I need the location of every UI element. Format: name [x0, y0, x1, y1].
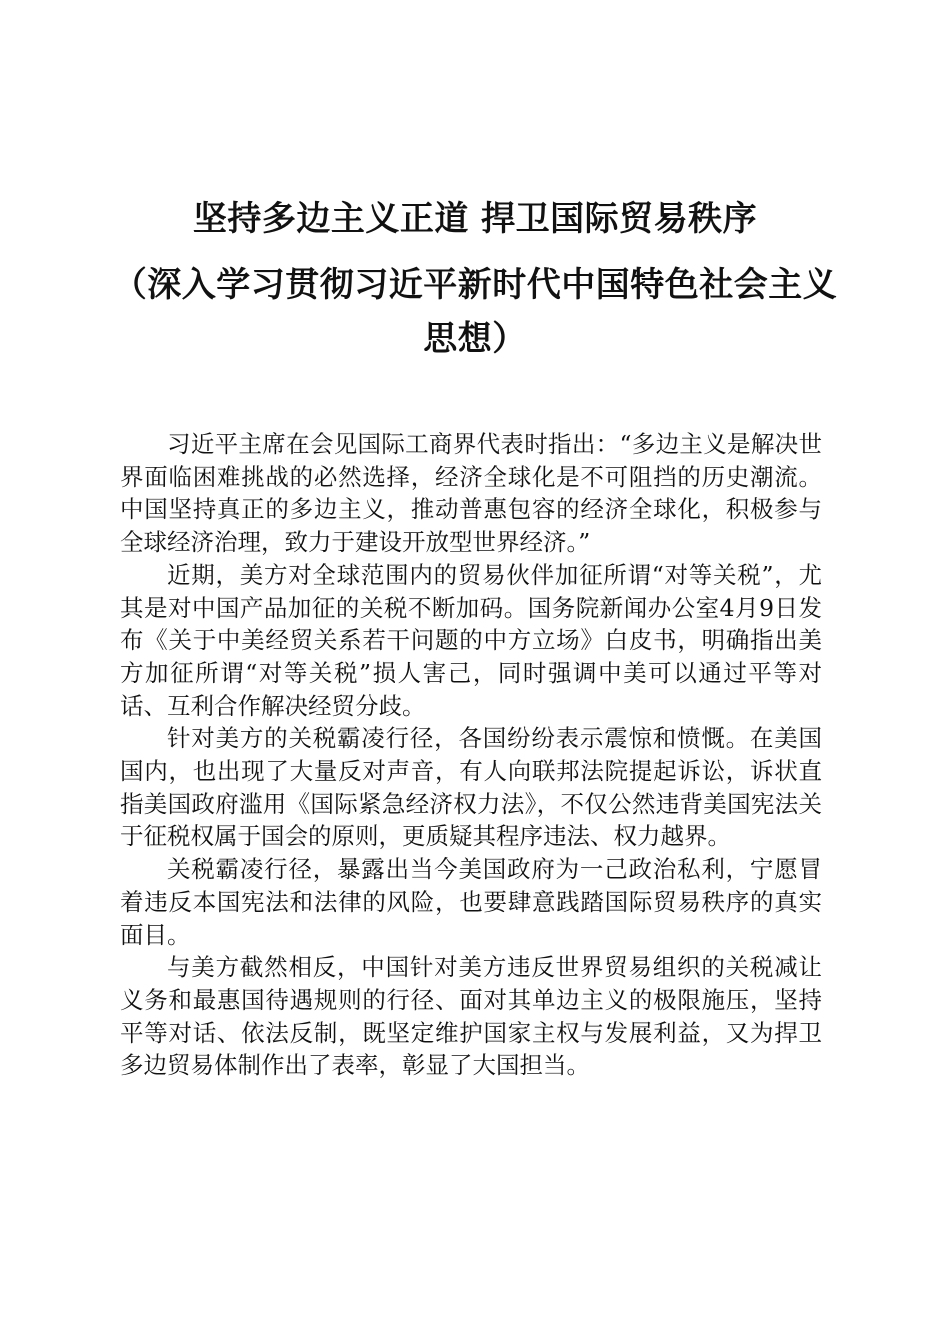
title-line-main: 坚持多边主义正道 捍卫国际贸易秩序 — [192, 199, 758, 239]
paragraph-3: 针对美方的关税霸凌行径，各国纷纷表示震惊和愤慨。在美国国内，也出现了大量反对声音，有人向联邦法院提起诉讼，诉状直指美国政府滥用《国际紧急经济权力法》，不仅公然违背美国宪法关于征税权属于国会的原则，更质疑其程序违法、权力越界。 — [120, 724, 822, 851]
paragraph-1: 习近平主席在会见国际工商界代表时指出：“多边主义是解决世界面临困难挑战的必然选择，经济全球化是不可阻挡的历史潮流。中国坚持真正的多边主义，推动普惠包容的经济全球化，积极参与全球经济治理，致力于建设开放型世界经济。” — [120, 430, 822, 557]
title-line-subtitle: （深入学习贯彻习近平新时代中国特色社会主义思想） — [112, 265, 838, 359]
paragraph-2: 近期，美方对全球范围内的贸易伙伴加征所谓“对等关税”，尤其是对中国产品加征的关税不断加码。国务院新闻办公室4月9日发布《关于中美经贸关系若干问题的中方立场》白皮书，明确指出美方加征所谓“对等关税”损人害己，同时强调中美可以通过平等对话、互利合作解决经贸分歧。 — [120, 560, 822, 720]
paragraph-4: 关税霸凌行径，暴露出当今美国政府为一己政治私利，宁愿冒着违反本国宪法和法律的风险，也要肆意践踏国际贸易秩序的真实面目。 — [120, 855, 822, 949]
paragraph-5: 与美方截然相反，中国针对美方违反世界贸易组织的关税减让义务和最惠国待遇规则的行径、面对其单边主义的极限施压，坚持平等对话、依法反制，既坚定维护国家主权与发展利益，又为捍卫多边贸易体制作出了表率，彰显了大国担当。 — [120, 953, 822, 1080]
document-body — [120, 428, 822, 1082]
document-title — [100, 192, 850, 366]
